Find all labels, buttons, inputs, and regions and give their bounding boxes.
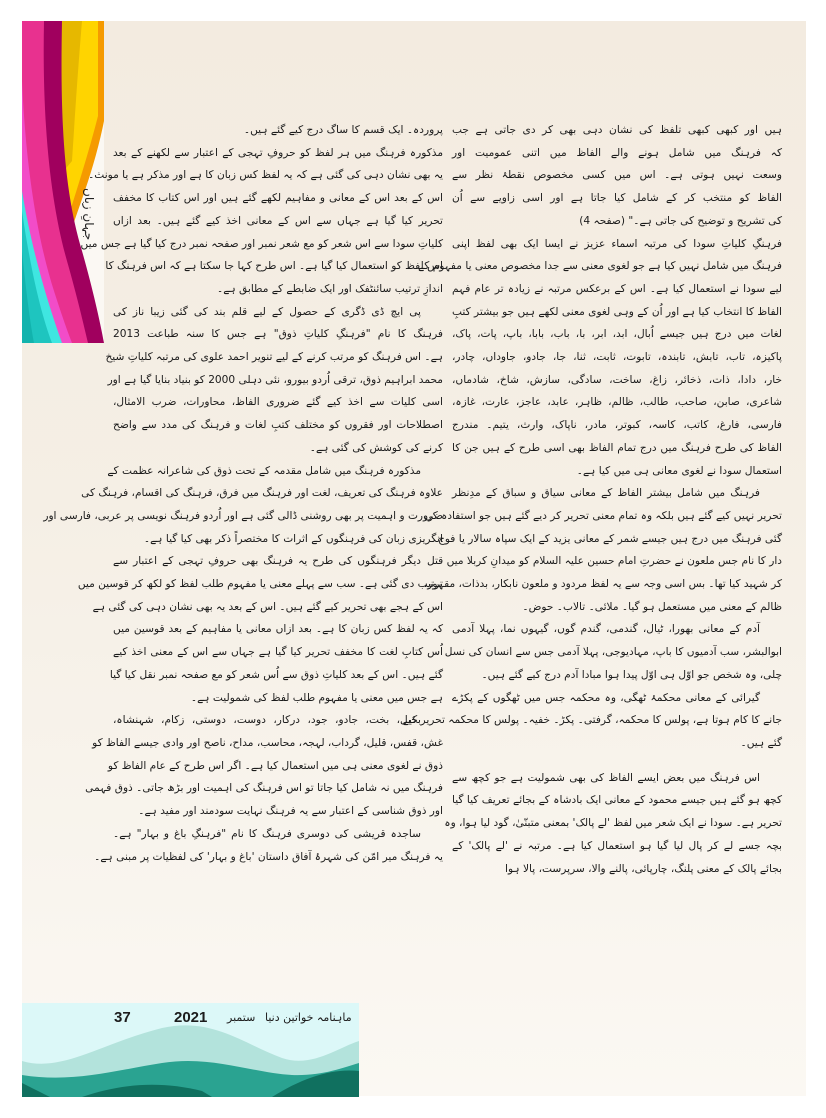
article-line: اس کے ہجے بھی تحریر کیے گئے ہیں۔ اس کے بعد یہ بھی نشان دہی کی گئی ہے [92, 600, 443, 613]
article-line: کی تشریح و توضیح کی جاتی ہے۔" (صفحہ 4) [579, 214, 782, 227]
article-line: گئے ہیں۔ اس کے بعد کلیاتِ ذوق سے اُس شعر کو مع صفحہ نمبر نقل کیا گیا [109, 668, 443, 681]
article-paragraph [77, 550, 443, 709]
article-paragraph [113, 119, 443, 142]
article-line: اور ذوق شناسی کے اعتبار سے یہ فرہنگ نہایت سودمند اور مفید ہے۔ [138, 805, 443, 818]
article-line: گیرائی کے معانی محکمۂ ٹھگی، وہ محکمہ جس میں ٹھگوں کے پکڑے [452, 691, 760, 704]
article-line: ہے۔ اس فرہنگ کو مرتب کرنے کے لیے تنویر احمد علوی کی مرتبہ کلیاتِ شیخ [105, 351, 443, 364]
article-line: استعمال سودا نے لغوی معانی ہی میں کیا ہے۔ [576, 464, 782, 477]
right-article-column [402, 119, 782, 880]
article-line: فرہنگ کا نام "فرہنگِ کلیاتِ ذوق" ہے جس کا سنہ طباعت 2013 [113, 328, 443, 341]
footer-month: ستمبر [227, 1011, 256, 1024]
article-line: ذوق نے لغوی معنی ہی میں استعمال کیا ہے۔ اگر اس طرح کے عام الفاظ کو [107, 759, 443, 772]
article-line: دار کا نام جس ملعون نے حضرتِ امام حسین علیہ السلام کو میدانِ کربلا میں قتل [426, 555, 782, 568]
article-line: پاکیزہ، تاب، تابش، تابندہ، تابوت، ثابت، ثنا، جا، جادو، جاوداں، چادر، [452, 351, 782, 364]
article-paragraph [85, 709, 443, 823]
article-paragraph [423, 482, 782, 618]
article-line: ہیں اور کبھی کبھی تلفظ کی نشان دہی بھی کر دی جاتی ہے جب [452, 124, 782, 136]
article-line: تحریر نہیں کیے گئے ہیں بلکہ وہ تمام معنی تحریر کر دیے گئے ہیں جو استفادہ کی [423, 509, 782, 522]
article-line: پروردہ۔ ایک قسم کا ساگ درج کیے گئے ہیں۔ [243, 124, 443, 136]
article-line: کہ یہ لفظ کس زبان کا ہے۔ بعد ازاں معانی یا مفاہیم کے بعد قوسین میں [113, 623, 443, 636]
article-line: ابوالبشر، سب آدمیوں کا باپ، مہادیوجی، پہلا آدمی جس سے انسان کی نسل [444, 646, 782, 659]
article-line: کرنے کی کوشش کی گئی ہے۔ [309, 441, 443, 454]
article-paragraph [94, 823, 443, 868]
article-line: اُس کتابِ لغت کا مخفف تحریر کیا گیا ہے جہاں سے اس کے معنی اخذ کیے [113, 646, 443, 659]
article-line: فرہنگ میں شامل نہیں کیا ہے جو لغوی معنی سے جدا مخصوص معنی یا مفہوم کے [418, 260, 782, 273]
article-line: کہ فرہنگ میں شامل ہونے والے الفاظ میں اتنی عمومیت اور [452, 146, 782, 159]
article-line: الفاظ کی طرح فرہنگ میں درج تمام الفاظ بھی اسی طرح کے ہیں جن کا [452, 441, 782, 454]
article-line: الفاظ کو منتخب کر کے شامل کیا جاتا ہے اور اسی زاویے سے اُن [452, 192, 782, 205]
article-line: لغات میں درج ہیں جیسے اُبال، ابد، ابر، با، باب، بابا، باپ، پات، پاک، [452, 328, 782, 341]
article-line: تحریر کیا گیا ہے جہاں سے اس کے معانی اخذ کیے گئے ہیں۔ بعد ازاں [113, 214, 443, 227]
article-paragraph [452, 119, 782, 233]
article-line: فرہنگ میں شامل بیشتر الفاظ کے معانی سیاق و سباق کے مدِنظر [452, 487, 760, 500]
article-line: کلیاتِ سودا سے اس شعر کو مع شعر نمبر اور صفحہ نمبر درج کیا گیا ہے جس میں [80, 237, 443, 250]
article-paragraph [105, 301, 443, 460]
article-line: اس فرہنگ میں بعض ایسے الفاظ کی بھی شمولیت ہے جو کچھ سے [452, 771, 760, 784]
article-line: گئی فرہنگ میں درج ہیں جیسے شمر کے معانی یزید کے ایک سپاہ سالار یا فوج [438, 532, 782, 545]
article-line: پی ایچ ڈی ڈگری کے حصول کے لیے قلم بند کی گئی زیبا ناز کی [113, 305, 421, 318]
article-paragraph [43, 460, 443, 551]
article-line: بچہ جسے لے کر پال لیا گیا ہو استعمال کیا ہے۔ مرتبہ نے 'لے پالک' کے [452, 839, 782, 852]
article-line: غش، قفس، قلیل، گرداب، لہجہ، محاسب، مداح، ناصح اور وادی جیسے الفاظ کو [92, 736, 443, 749]
article-line: محمد ابراہیم ذوق، ترقی اُردو بیورو، نئی دہلی 2000 کو بنیاد بنایا گیا ہے اور [107, 373, 443, 386]
article-line: شاعری، صابن، صاحب، طالب، ظالم، ظاہر، عابد، عاجز، عارت، غازہ، [452, 396, 782, 409]
article-line: چلی، وہ شخص جو اوّل ہی اوّل پیدا ہوا مبادا آدم درج کیے گئے ہیں۔ [481, 668, 782, 681]
article-line: گئے ہیں۔ [740, 736, 782, 749]
article-line: مذکورہ فرہنگ میں ہر لفظ کو حروفِ تہجی کے اعتبار سے لکھنے کے بعد [113, 146, 443, 159]
article-line: اس کے بعد اس کے معانی و مفاہیم لکھے گئے ہیں اور اس کتاب کا مخفف [113, 192, 443, 205]
article-line: بجائے پالک کے معنی پلنگ، چارپائی، پالنے والا، سرپرست، پالا ہوا [505, 862, 782, 875]
article-line: بخیل، بخت، جادو، جود، درکار، دوست، دوستی، زکام، شہنشاہ، [113, 714, 421, 727]
article-line: ترتیب دی گئی ہے۔ سب سے پہلے معنی یا مفہوم طلب لفظ کو لکھ کر قوسین میں [77, 578, 443, 591]
article-line: خار، دادا، ذات، ذخائر، زاغ، ساخت، سادگی، سازش، شاخ، شادماں، [452, 373, 782, 386]
article-line: اندازِ ترتیب سائنٹفک اور ایک ضابطے کے مطابق ہے۔ [217, 282, 443, 295]
article-line: یہ فرہنگ میر امّن کی شہرۂ آفاق داستان 'باغ و بہار' کی لفظیات پر مبنی ہے۔ [94, 850, 443, 863]
footer-magazine-name: ماہنامہ خواتین دنیا [265, 1011, 352, 1024]
banner-section-title: جہانِ زباں [82, 187, 96, 241]
article-line: آدم کے معانی بھورا، ٹیال، گندمی، گندم گوں، گیہوں نما، پہلا آدمی [452, 623, 760, 636]
article-line: لیے سودا نے استعمال کیا ہے۔ اس کے برعکس مرتبہ نے زیادہ تر عام فہم [452, 282, 782, 295]
article-line: فرہنگ میں نہ شامل کیا جاتا تو اس فرہنگ کی اہمیت اور بڑھ جاتی۔ ذوق فہمی [85, 782, 443, 795]
article-line: وسعت نہیں ہوتی ہے۔ اس میں کسی مخصوص نقطۂ نظر سے [452, 169, 782, 182]
article-paragraph [402, 687, 782, 755]
article-line: فرہنگِ کلیاتِ سودا کی مرتبہ اسماء عزیز نے ایسا ایک بھی لفظ اپنی [452, 237, 782, 250]
article-line: ہے جس میں معنی یا مفہوم طلب لفظ کی شمولیت ہے۔ [190, 691, 443, 704]
article-line: ضرورت و اہمیت پر بھی روشنی ڈالی گئی ہے اور اُردو فرہنگ نویسی پر عربی، فارسی اور [43, 509, 443, 522]
article-line: تحریر ہے۔ سودا نے ایک شعر میں لفظ 'لے پالک' بمعنی متبنّیٰ، گود لیا ہوا، وہ [444, 817, 782, 830]
article-line: اصطلاحات اور فقروں کو مختلف کتبِ لغات و فرہنگ کی مدد سے واضح [113, 419, 443, 432]
article-line: الفاظ کا انتخاب کیا ہے اور اُن کے وہی لغوی معنی لکھے ہیں جو بیشتر کتبِ [452, 305, 782, 318]
page-footer [22, 1003, 359, 1097]
article-line: فارسی، فارغ، کاتب، کاسہ، کبوتر، مادر، ناپاک، وارث، یتیم۔ مندرج [452, 419, 782, 432]
article-line: کر شہید کیا تھا۔ بس اسی وجہ سے یہ لفظ مردود و ملعون نابکار، بدذات، مقہور، [423, 578, 782, 591]
footer-year: 2021 [174, 1009, 208, 1026]
article-line: علاوہ فرہنگ کی تعریف، لغت اور فرہنگ میں فرق، فرہنگ کی اقسام، فرہنگ کی [81, 487, 443, 500]
article-line: اس لفظ کو استعمال کیا گیا ہے۔ اس طرح کہا جا سکتا ہے کہ اس فرہنگ کا [105, 260, 443, 273]
article-line: اسی کلیات سے اخذ کیے گئے ضروری الفاظ، محاورات، ضرب الامثال، [113, 396, 443, 409]
footer-page-number: 37 [114, 1009, 131, 1026]
article-paragraph [444, 767, 782, 881]
article-paragraph [444, 618, 782, 686]
article-line: دیگر فرہنگوں کی طرح یہ فرہنگ بھی حروفِ تہجی کے اعتبار سے [113, 555, 421, 568]
article-line: ساجدہ قریشی کی دوسری فرہنگ کا نام "فرہنگِ باغ و بہار" ہے۔ [113, 827, 421, 840]
article-paragraph [418, 233, 782, 483]
article-line: کچھ ہو گئے ہیں جیسے محمود کے معانی ایک بادشاہ کے بجائے تعریف کیا گیا [452, 794, 782, 807]
article-line: انگریزی زبان کی فرہنگوں کے اثرات کا مختصراً ذکر بھی کیا گیا ہے۔ [143, 532, 443, 545]
article-line: مذکورہ فرہنگ میں شامل مقدمہ کے تحت ذوق کی شاعرانہ عظمت کے [107, 464, 421, 477]
article-line: جانے کا کام ہوتا ہے، پولس کا محکمہ، گرفتی۔ پکڑ۔ خفیہ۔ پولس کا محکمہ تحریر کیے [402, 714, 782, 727]
article-line: یہ بھی نشان دہی کی گئی ہے کہ یہ لفظ کس زبان کا ہے اور مذکر ہے یا مونث۔ [88, 169, 443, 182]
article-line: ظالم کے معنی میں مستعمل ہو گیا۔ ملائی۔ تالاب۔ حوض۔ [522, 600, 782, 613]
